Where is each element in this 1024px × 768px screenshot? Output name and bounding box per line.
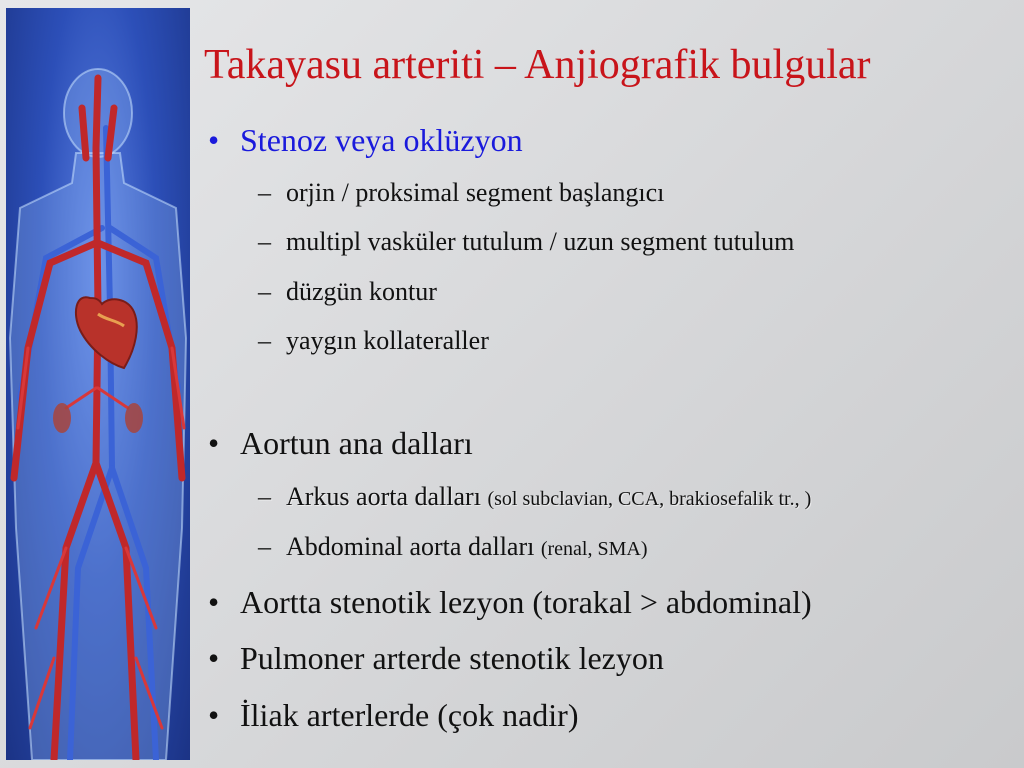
dash-icon: – — [258, 532, 271, 561]
circulatory-system-figure — [6, 8, 190, 760]
sub-bullet-text: düzgün kontur — [286, 277, 437, 306]
sub-bullet — [258, 176, 664, 210]
bullet-text: İliak arterlerde (çok nadir) — [240, 697, 579, 733]
bullet-text: Pulmoner arterde stenotik lezyon — [240, 640, 664, 676]
bullet-icon: • — [208, 425, 220, 461]
dash-icon: – — [258, 227, 271, 256]
sub-bullet-text: multipl vasküler tutulum / uzun segment tutulum — [286, 227, 795, 256]
bullet-stenosis — [208, 120, 523, 160]
bullet-pulmonary-lesion — [208, 638, 664, 678]
bullet-icon: • — [208, 122, 220, 158]
sub-bullet — [258, 530, 648, 566]
anatomy-illustration — [6, 8, 190, 760]
dash-icon: – — [258, 178, 271, 207]
bullet-text: Aortun ana dalları — [240, 425, 473, 461]
bullet-aortic-lesion — [208, 582, 812, 622]
dash-icon: – — [258, 482, 271, 511]
bullet-iliac — [208, 695, 578, 735]
sub-bullet — [258, 324, 489, 358]
sub-bullet — [258, 480, 811, 516]
bullet-text: Stenoz veya oklüzyon — [240, 122, 523, 158]
sub-bullet-text: Arkus aorta dalları — [286, 482, 481, 511]
dash-icon: – — [258, 326, 271, 355]
dash-icon: – — [258, 277, 271, 306]
bullet-icon: • — [208, 584, 220, 620]
sub-bullet-text: yaygın kollateraller — [286, 326, 489, 355]
bullet-aorta-branches — [208, 423, 473, 463]
bullet-icon: • — [208, 640, 220, 676]
bullet-text: Aortta stenotik lezyon (torakal > abdominal) — [240, 584, 812, 620]
bullet-icon: • — [208, 697, 220, 733]
sub-bullet-detail: (renal, SMA) — [540, 538, 648, 560]
sub-bullet-text: orjin / proksimal segment başlangıcı — [286, 178, 665, 207]
sub-bullet-text: Abdominal aorta dalları — [286, 532, 535, 561]
sub-bullet-detail: (sol subclavian, CCA, brakiosefalik tr., ) — [487, 488, 812, 510]
slide-title: Takayasu arteriti – Anjiografik bulgular — [204, 42, 871, 88]
sub-bullet — [258, 225, 794, 259]
sub-bullet — [258, 275, 437, 309]
